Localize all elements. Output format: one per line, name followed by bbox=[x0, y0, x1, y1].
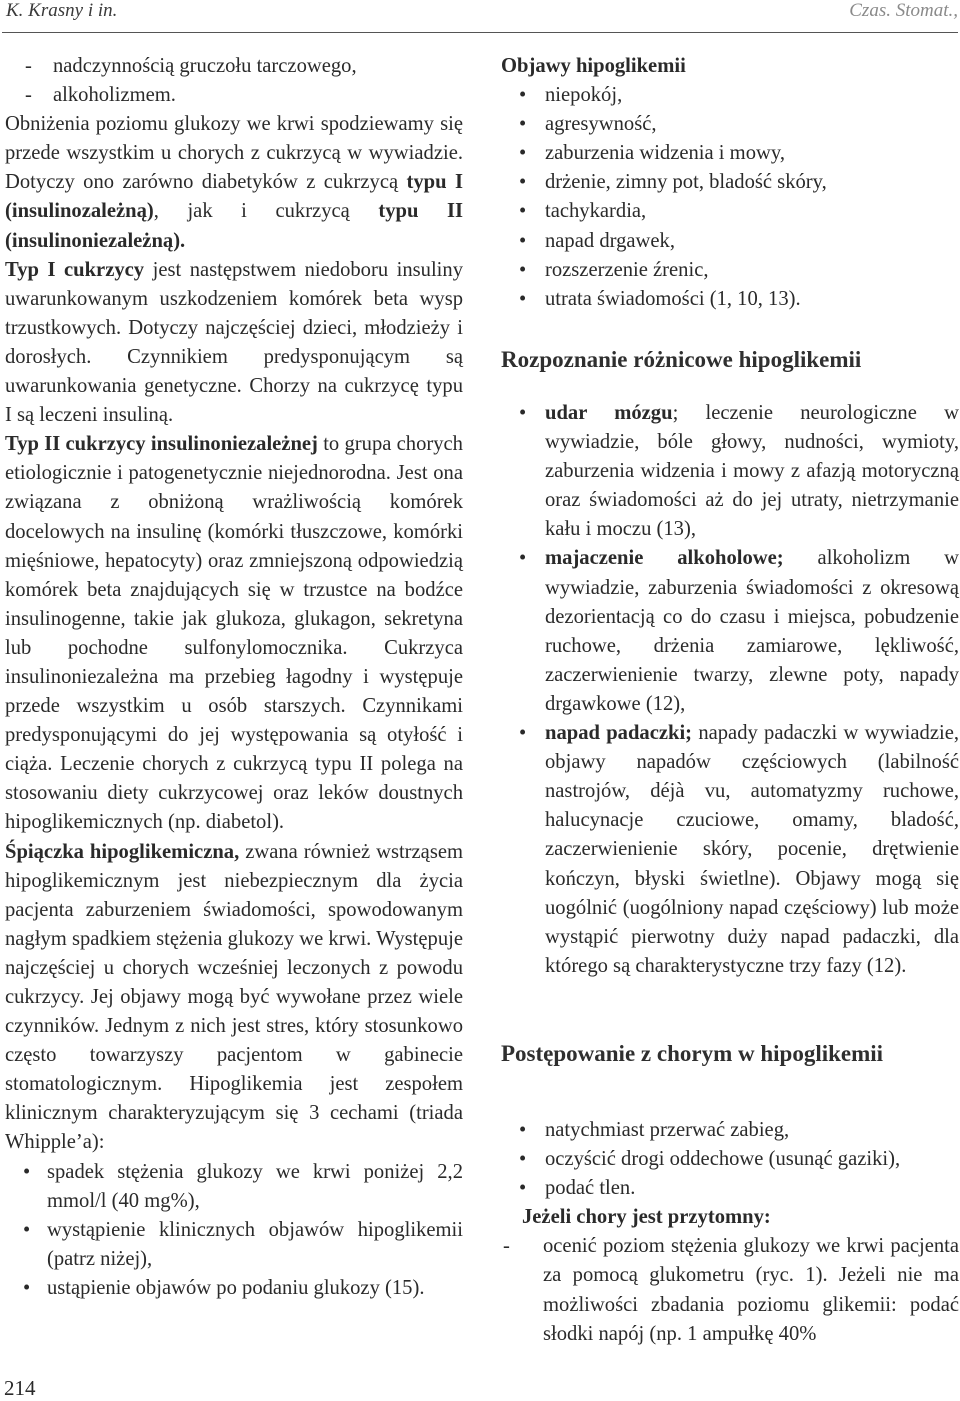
diff-item: • udar mózgu; leczenie neurologiczne w wywiadzie, bóle głowy, nudności, wymioty, zaburzenia widzenia i mowy z afazją motoryczną oraz świadomości aż do jej utraty, nietrzymanie kału i moczu (13), bbox=[519, 402, 959, 541]
whipple-item: • spadek stężenia glukozy we krwi poniżej 2,2 mmol/l (40 mg%), bbox=[23, 1160, 463, 1212]
header-journal: Czas. Stomat., bbox=[849, 0, 958, 21]
symptom-item: • drżenie, zimny pot, bladość skóry, bbox=[519, 171, 827, 194]
management-title: Postępowanie z chorym w hipoglikemii bbox=[501, 1041, 884, 1066]
conscious-item: - ocenić poziom stężenia glukozy we krwi pacjenta za pomocą glukometru (ryc. 1). Jeżeli nie ma możliwości zbadania poziomu glikemii: podać słodki napój (np. 1 ampułkę 40% bbox=[503, 1235, 959, 1345]
symptoms-section bbox=[501, 52, 959, 314]
paragraph-type1: Typ I cukrzycy jest następstwem niedoboru insuliny uwarunkowanym uszkodzeniem komórek beta wysp trzustkowych. Dotyczy najczęściej dzieci, młodzieży i dorosłych. Czynnikiem predysponującym są uwarunkowania genetyczne. Chorzy na cukrzycę typu I są leczeni insuliną. bbox=[5, 258, 463, 427]
diff-item: • majaczenie alkoholowe; alkoholizm w wywiadzie, zaburzenia świadomości z okresową dezorientacją co do czasu i miejsca, pobudzenie ruchowe, drżenia zamiarowe, lękliwość, zaczerwienienie twarzy, zlewne poty, napady drgawkowe (12), bbox=[519, 547, 959, 715]
symptom-item: • utrata świadomości (1, 10, 13). bbox=[519, 287, 801, 310]
symptoms-title: Objawy hipoglikemii bbox=[501, 55, 686, 77]
header-rule bbox=[2, 32, 958, 33]
symptom-item: • niepokój, bbox=[519, 84, 623, 107]
header-authors: K. Krasny i in. bbox=[6, 0, 118, 21]
symptom-item: • tachykardia, bbox=[519, 200, 647, 223]
diff-diagnosis-section bbox=[501, 399, 959, 981]
management-item: • oczyścić drogi oddechowe (usunąć gaziki), bbox=[519, 1148, 901, 1171]
management-item: • podać tlen. bbox=[519, 1177, 636, 1200]
management-section bbox=[501, 1116, 959, 1349]
list-item: - alkoholizmem. bbox=[25, 84, 176, 107]
symptom-item: • agresywność, bbox=[519, 113, 657, 136]
left-column bbox=[5, 52, 463, 1303]
page-number: 214 bbox=[4, 1376, 36, 1400]
whipple-item: • wystąpienie klinicznych objawów hipoglikemii (patrz niżej), bbox=[23, 1218, 463, 1270]
paragraph-hypoglycemia-intro: Obniżenia poziomu glukozy we krwi spodziewamy się przede wszystkim u chorych z cukrzycą w wywiadzie. Dotyczy ono zarówno diabetyków z cukrzycą typu I (insulinozależną), jak i cukrzycą typu II (insulinoniezależną). bbox=[5, 113, 463, 252]
whipple-item: • ustąpienie objawów po podaniu glukozy (15). bbox=[23, 1276, 425, 1299]
diff-item: • napad padaczki; napady padaczki w wywiadzie, objawy napadów częściowych (labilność nastrojów, déjà vu, automatyzmy ruchowe, halucynacje czuciowe, omamy, bladość, zaczerwienienie skóry, pocenie, drętwienie kończyn, błyski świetlne). Objawy mogą się uogólnić (uogólniony napad częściowy) lub może wystąpić pierwotny duży napad padaczki, dla którego są charakterystyczne trzy fazy (12). bbox=[519, 722, 959, 977]
symptom-item: • rozszerzenie źrenic, bbox=[519, 258, 709, 281]
conscious-title: Jeżeli chory jest przytomny: bbox=[522, 1206, 771, 1229]
paragraph-type2: Typ II cukrzycy insulinoniezależnej to grupa chorych etiologicznie i patogenetycznie niejednorodna. Jest ona związana z obniżoną wrażliwością komórek docelowych na insulinę (komórki tłuszczowe, komórki mięśniowe, hepatocyty) oraz zmniejszoną odpowiedzią komórek beta znajdujących się w trzustce na bodźce insulinogenne, takie jak glukoza, glukagon, sekretyna lub pochodne sulfonylomocznika. Cukrzyca insulinoniezależna ma przebieg łagodny i występuje przede wszystkim u osób starszych. Czynnikami predysponującymi do jej występowania są otyłość i ciąża. Leczenie chorych z cukrzycą typu II polega na stosowaniu diety cukrzycowej oraz leków doustnych hipoglikemicznych (np. diabetol). bbox=[5, 433, 463, 834]
symptom-item: • napad drgawek, bbox=[519, 229, 675, 252]
diff-diagnosis-title: Rozpoznanie różnicowe hipoglikemii bbox=[501, 347, 862, 372]
paragraph-hypoglycemic-coma: Śpiączka hipoglikemiczna, zwana również wstrząsem hipoglikemicznym jest niebezpiecznym dla życia pacjenta zaburzeniem świadomości, spowodowanym nagłym spadkiem stężenia glukozy we krwi. Występuje najczęściej u chorych wcześniej leczonych z powodu cukrzycy. Jej objawy mogą być wywołane przez wiele czynników. Jednym z nich jest stres, który stosunkowo często towarzyszy pacjentom w gabinecie stomatologicznym. Hipoglikemia jest zespołem klinicznym charakteryzującym się 3 cechami (triada Whipple’a): bbox=[5, 840, 463, 1154]
management-item: • natychmiast przerwać zabieg, bbox=[519, 1119, 790, 1141]
symptom-item: • zaburzenia widzenia i mowy, bbox=[519, 142, 785, 165]
list-item: - nadczynnością gruczołu tarczowego, bbox=[25, 55, 357, 77]
